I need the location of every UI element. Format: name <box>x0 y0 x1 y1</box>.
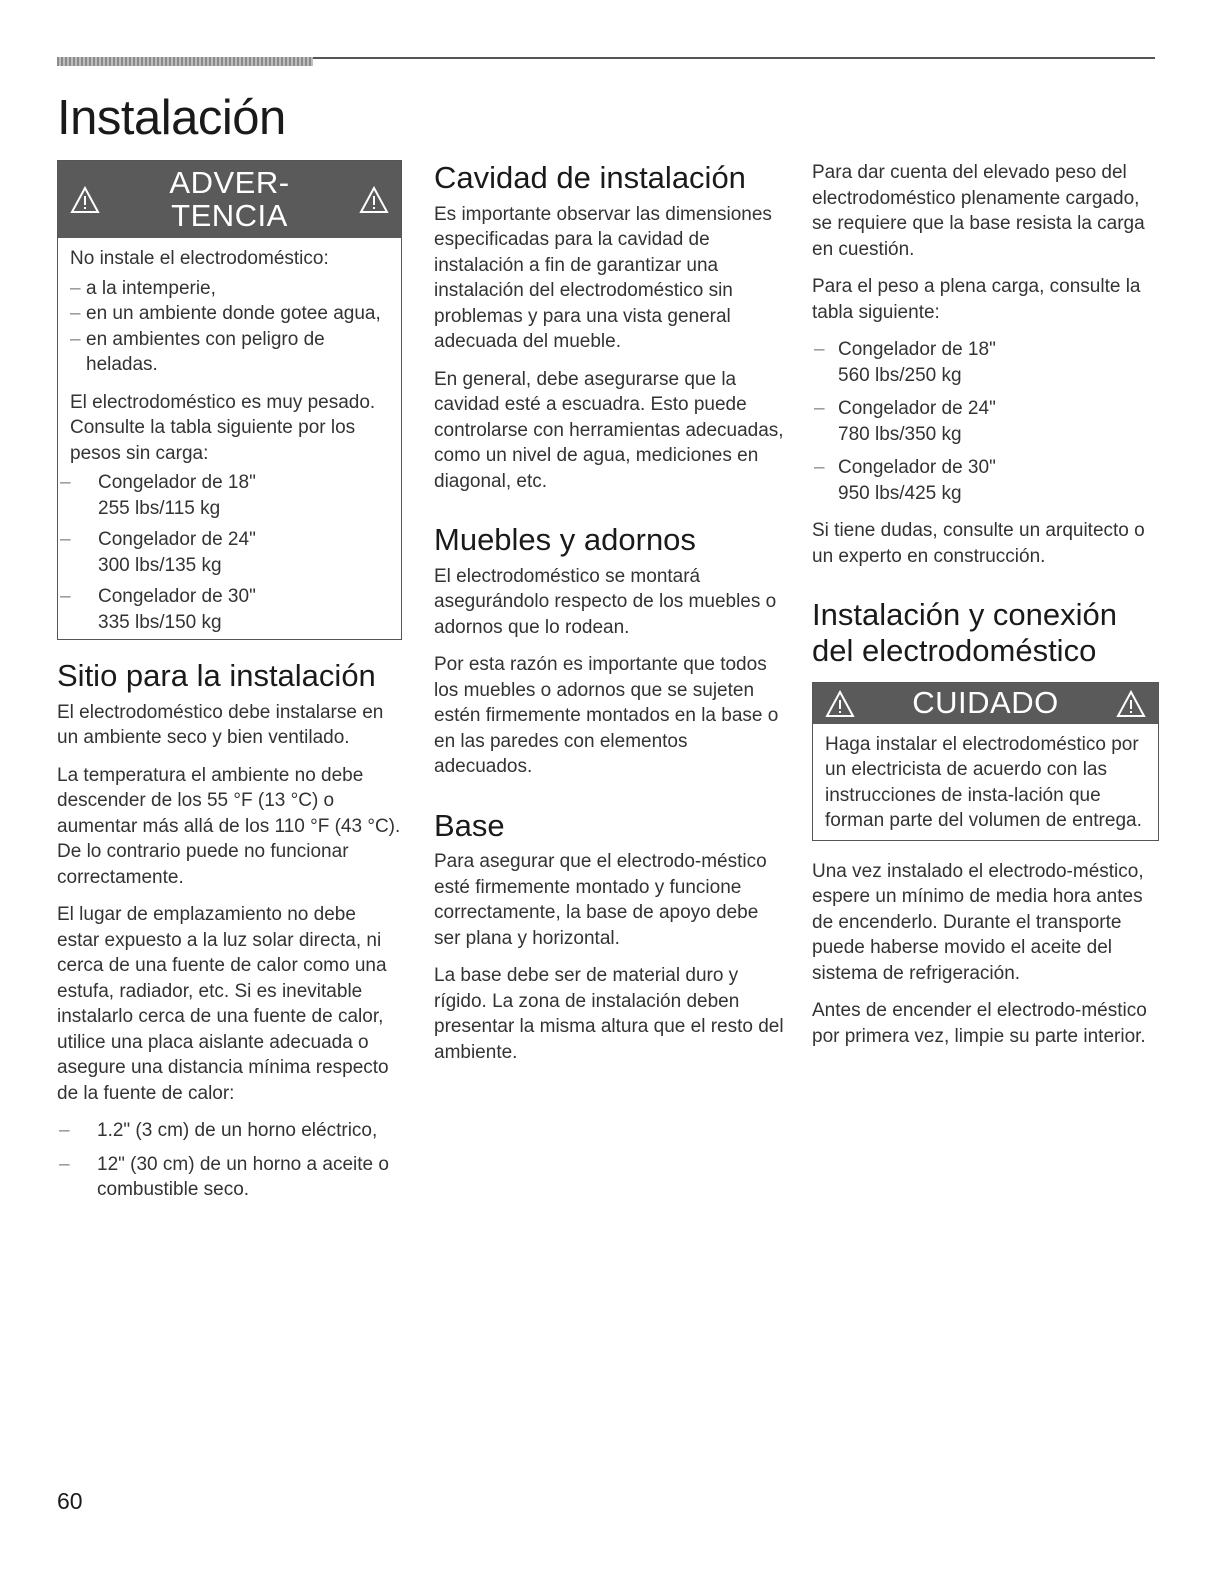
page-title: Instalación <box>57 91 286 145</box>
caution-box <box>812 682 1159 841</box>
warning-triangle-icon <box>70 186 100 214</box>
warning-triangle-icon <box>359 186 389 214</box>
paragraph: El lugar de emplazamiento no debe estar expuesto a la luz solar directa, ni cerca de una fuente de calor como una estufa, radiador, etc. Si es inevitable instalarlo cerca de una fuente de calor, utilice una placa aislante adecuada o asegure una distancia mínima respecto de la fuente de calor: <box>57 904 389 1104</box>
page-number: 60 <box>57 1488 83 1514</box>
paragraph: Si tiene dudas, consulte un arquitecto o un experto en construcción. <box>812 520 1145 567</box>
paragraph: Antes de encender el electrodo-méstico por primera vez, limpie su parte interior. <box>812 1000 1147 1047</box>
list-item: – Congelador de 18" 560 lbs/250 kg <box>812 337 1162 388</box>
list-item: – Congelador de 18" 255 lbs/115 kg <box>58 470 389 521</box>
full-weights-list <box>812 337 1162 506</box>
sitio-heading: Sitio para la instalación <box>57 658 376 694</box>
distance-list <box>57 1118 402 1203</box>
warning-header <box>58 161 401 238</box>
warning-body <box>58 238 401 639</box>
column-left <box>57 160 402 1215</box>
warning-intro: No instale el electrodoméstico: <box>70 248 329 270</box>
paragraph: Para dar cuenta del elevado peso del electrodoméstico plenamente cargado, se requiere que la base resista la carga en cuestión. <box>812 162 1145 260</box>
muebles-heading: Muebles y adornos <box>434 522 696 558</box>
caution-header <box>813 683 1158 724</box>
list-item: – Congelador de 24" 300 lbs/135 kg <box>58 527 389 578</box>
paragraph: El electrodoméstico debe instalarse en un ambiente seco y bien ventilado. <box>57 701 384 749</box>
list-item: – Congelador de 30" 950 lbs/425 kg <box>812 455 1162 506</box>
list-item: – en ambientes con peligro de heladas. <box>70 327 389 378</box>
paragraph: Por esta razón es importante que todos los muebles o adornos que se sujeten estén firmemente montados en la base o en las paredes con elementos adecuados. <box>434 654 779 778</box>
warning-triangle-icon <box>825 690 855 718</box>
section-tab <box>57 57 313 66</box>
list-item: – 12" (30 cm) de un horno a aceite o combustible seco. <box>57 1152 402 1203</box>
paragraph: El electrodoméstico se montará asegurándolo respecto de los muebles o adornos que lo rodean. <box>434 565 777 638</box>
cavidad-heading: Cavidad de instalación <box>434 160 746 195</box>
list-item: – en un ambiente donde gotee agua, <box>70 301 389 327</box>
caution-text: Haga instalar el electrodoméstico por un electricista de acuerdo con las instrucciones de insta-lación que forman parte del volumen de entrega. <box>825 733 1142 832</box>
paragraph: En general, debe asegurarse que la cavidad esté a escuadra. Esto puede controlarse con herramientas adecuadas, como un nivel de agua, mediciones en diagonal, etc. <box>434 368 784 492</box>
conexion-heading: Instalación y conexión del electrodoméstico <box>812 597 1118 668</box>
paragraph: La base debe ser de material duro y rígido. La zona de instalación deben presentar la misma altura que el resto del ambiente. <box>434 965 784 1063</box>
column-right <box>812 160 1162 1061</box>
warning-title: ADVER- TENCIA <box>169 165 290 233</box>
paragraph: Para el peso a plena carga, consulte la tabla siguiente: <box>812 276 1141 323</box>
list-item: – Congelador de 30" 335 lbs/150 kg <box>58 584 389 635</box>
list-item: – 1.2" (3 cm) de un horno eléctrico, <box>57 1118 402 1144</box>
paragraph: Es importante observar las dimensiones especificadas para la cavidad de instalación a fin de garantizar una instalación del electrodoméstico sin problemas y para una vista general adecuada del mueble. <box>434 203 772 353</box>
warning-box <box>57 160 402 640</box>
empty-weights-list <box>58 470 389 635</box>
column-middle <box>434 160 784 1077</box>
paragraph: La temperatura el ambiente no debe descender de los 55 °F (13 °C) o aumentar más allá de los 110 °F (43 °C). De lo contrario puede no funcionar correctamente. <box>57 764 401 888</box>
paragraph: Para asegurar que el electrodo-méstico esté firmemente montado y funcione correctamente, la base de apoyo debe ser plana y horizontal. <box>434 851 767 949</box>
base-heading: Base <box>434 807 505 843</box>
list-item: – Congelador de 24" 780 lbs/350 kg <box>812 396 1162 447</box>
warning-conditions <box>70 276 389 378</box>
list-item: – a la intemperie, <box>70 276 389 302</box>
paragraph: Una vez instalado el electrodo-méstico, espere un mínimo de media hora antes de encenderlo. Durante el transporte puede haberse movido el aceite del sistema de refrigeración. <box>812 860 1144 984</box>
caution-body <box>813 724 1158 840</box>
weight-intro: El electrodoméstico es muy pesado. Consulte la tabla siguiente por los pesos sin carga: <box>70 391 376 464</box>
warning-triangle-icon <box>1116 690 1146 718</box>
caution-title: CUIDADO <box>912 685 1059 721</box>
